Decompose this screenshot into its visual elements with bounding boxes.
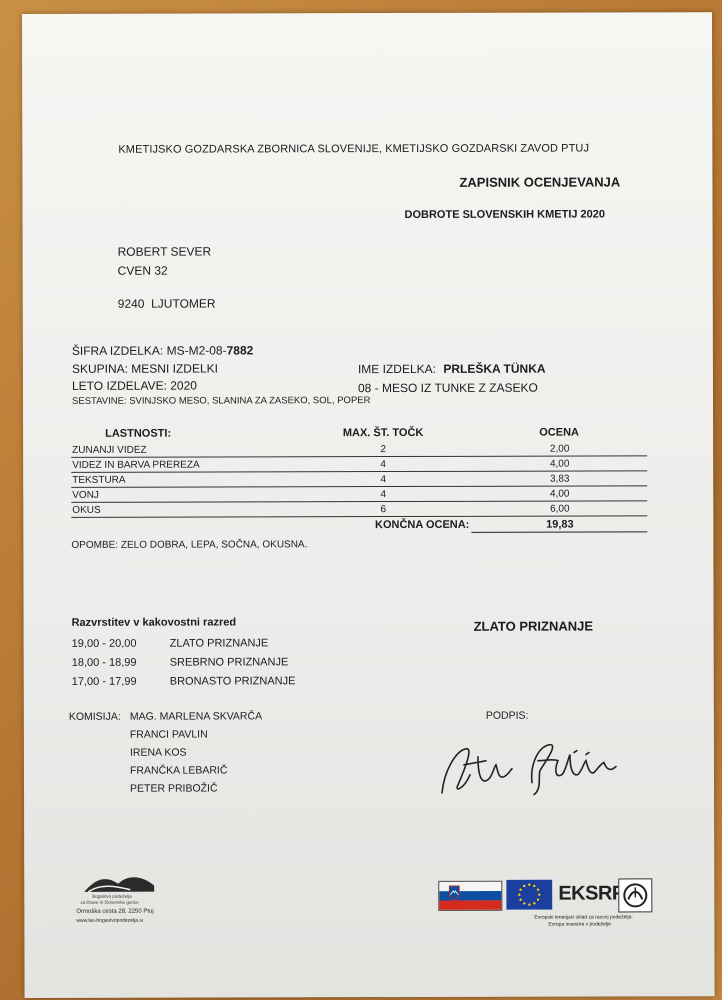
las-website: www.las-bogastvopodezelja.si xyxy=(76,917,144,924)
product-group: SKUPINA: MESNI IZDELKI xyxy=(71,361,218,376)
remarks: OPOMBE: ZELO DOBRA, LEPA, SOČNA, OKUSNA. xyxy=(71,539,308,551)
eu-invest-text: Evropa investira v podeželje xyxy=(548,921,611,928)
document-title: ZAPISNIK OCENJEVANJA xyxy=(459,174,621,190)
row-max: 4 xyxy=(261,471,471,487)
document-subtitle: DOBROTE SLOVENSKIH KMETIJ 2020 xyxy=(404,208,606,221)
table-row xyxy=(71,456,647,473)
classification-heading: Razvrstitev v kakovostni razred xyxy=(71,616,237,629)
product-name-label: IME IZDELKA: xyxy=(357,361,436,377)
award-silver: SREBRNO PRIZNANJE xyxy=(169,656,289,669)
las-logo-line2: za Drave in Slovenske gorice xyxy=(80,899,139,905)
row-property: TEKSTURA xyxy=(71,472,261,487)
product-code-label: ŠIFRA IZDELKA: MS-M2-08- xyxy=(71,343,227,358)
range-gold: 19,00 - 20,00 xyxy=(71,637,137,650)
header-score: OCENA xyxy=(539,426,579,439)
las-address: Ormoška cesta 28, 2250 Ptuj xyxy=(76,908,154,915)
row-score: 4,00 xyxy=(471,456,647,471)
document-page xyxy=(22,12,715,998)
range-silver: 18,00 - 18,99 xyxy=(71,656,137,669)
eu-flag-icon xyxy=(506,880,552,910)
eu-funding-logos xyxy=(438,876,650,939)
rural-development-logo-icon xyxy=(618,878,652,912)
row-score: 4,00 xyxy=(471,486,647,501)
row-max: 2 xyxy=(261,442,471,457)
las-logo xyxy=(76,870,196,934)
signature-label: PODPIS: xyxy=(485,709,529,722)
slovenia-flag-icon xyxy=(438,881,502,911)
row-score: 2,00 xyxy=(471,441,647,456)
eu-fund-text: Evropski kmetijski sklad za razvoj podeželja: xyxy=(534,914,633,921)
table-row xyxy=(71,441,647,457)
table-row xyxy=(71,471,647,488)
scores-table xyxy=(71,426,647,534)
final-score-row xyxy=(71,516,647,534)
product-code-number: 7882 xyxy=(226,343,254,358)
production-year: LETO IZDELAVE: 2020 xyxy=(71,378,197,393)
scores-header-row xyxy=(71,426,647,443)
commission-member: PETER PRIBOŽIČ xyxy=(130,782,218,795)
row-property: OKUS xyxy=(71,502,261,517)
hills-logo-icon xyxy=(84,872,154,894)
row-property: VONJ xyxy=(71,487,261,502)
row-property: ZUNANJI VIDEZ xyxy=(71,442,261,457)
las-logo-line1: Bogastvo podeželja xyxy=(92,893,132,899)
header-max-points: MAX. ŠT. TOČK xyxy=(342,426,424,440)
table-row xyxy=(71,501,647,518)
commission-member: FRANCI PAVLIN xyxy=(129,728,208,741)
recipient-city: 9240 LJUTOMER xyxy=(117,296,216,311)
award-gold: ZLATO PRIZNANJE xyxy=(169,637,269,650)
final-score-value: 19,83 xyxy=(471,516,647,532)
award-bronze: BRONASTO PRIZNANJE xyxy=(169,675,296,688)
commission-label: KOMISIJA: xyxy=(68,710,121,723)
recipient-name: ROBERT SEVER xyxy=(117,244,212,259)
row-score: 6,00 xyxy=(471,501,647,516)
product-category: 08 - MESO IZ TUNKE Z ZASEKO xyxy=(357,380,538,396)
row-score: 3,83 xyxy=(471,471,647,486)
header-properties: LASTNOSTI: xyxy=(105,427,172,440)
table-row xyxy=(71,486,647,503)
commission-member: IRENA KOS xyxy=(129,746,187,759)
eksrp-logo: EKSRP xyxy=(558,882,625,905)
organization-header: KMETIJSKO GOZDARSKA ZBORNICA SLOVENIJE, KMETIJSKO GOZDARSKI ZAVOD PTUJ xyxy=(118,142,590,156)
row-max: 6 xyxy=(261,501,471,517)
range-bronze: 17,00 - 17,99 xyxy=(71,675,137,688)
row-max: 4 xyxy=(261,456,471,472)
row-property: VIDEZ IN BARVA PREREZA xyxy=(71,457,261,472)
row-max: 4 xyxy=(261,486,471,502)
product-name-value: PRLEŠKA TÜNKA xyxy=(443,361,546,376)
commission-member: FRANČKA LEBARIČ xyxy=(129,764,228,777)
product-code xyxy=(72,343,253,357)
classification-result: ZLATO PRIZNANJE xyxy=(473,618,594,634)
commission-member: MAG. MARLENA SKVARČA xyxy=(129,710,263,723)
product-name xyxy=(358,362,546,376)
recipient-street: CVEN 32 xyxy=(117,263,168,278)
handwritten-signature xyxy=(434,730,624,800)
final-score-label: KONČNA OCENA: xyxy=(375,519,470,532)
product-ingredients: SESTAVINE: SVINJSKO MESO, SLANINA ZA ZASEKO, SOL, POPER xyxy=(71,395,371,407)
